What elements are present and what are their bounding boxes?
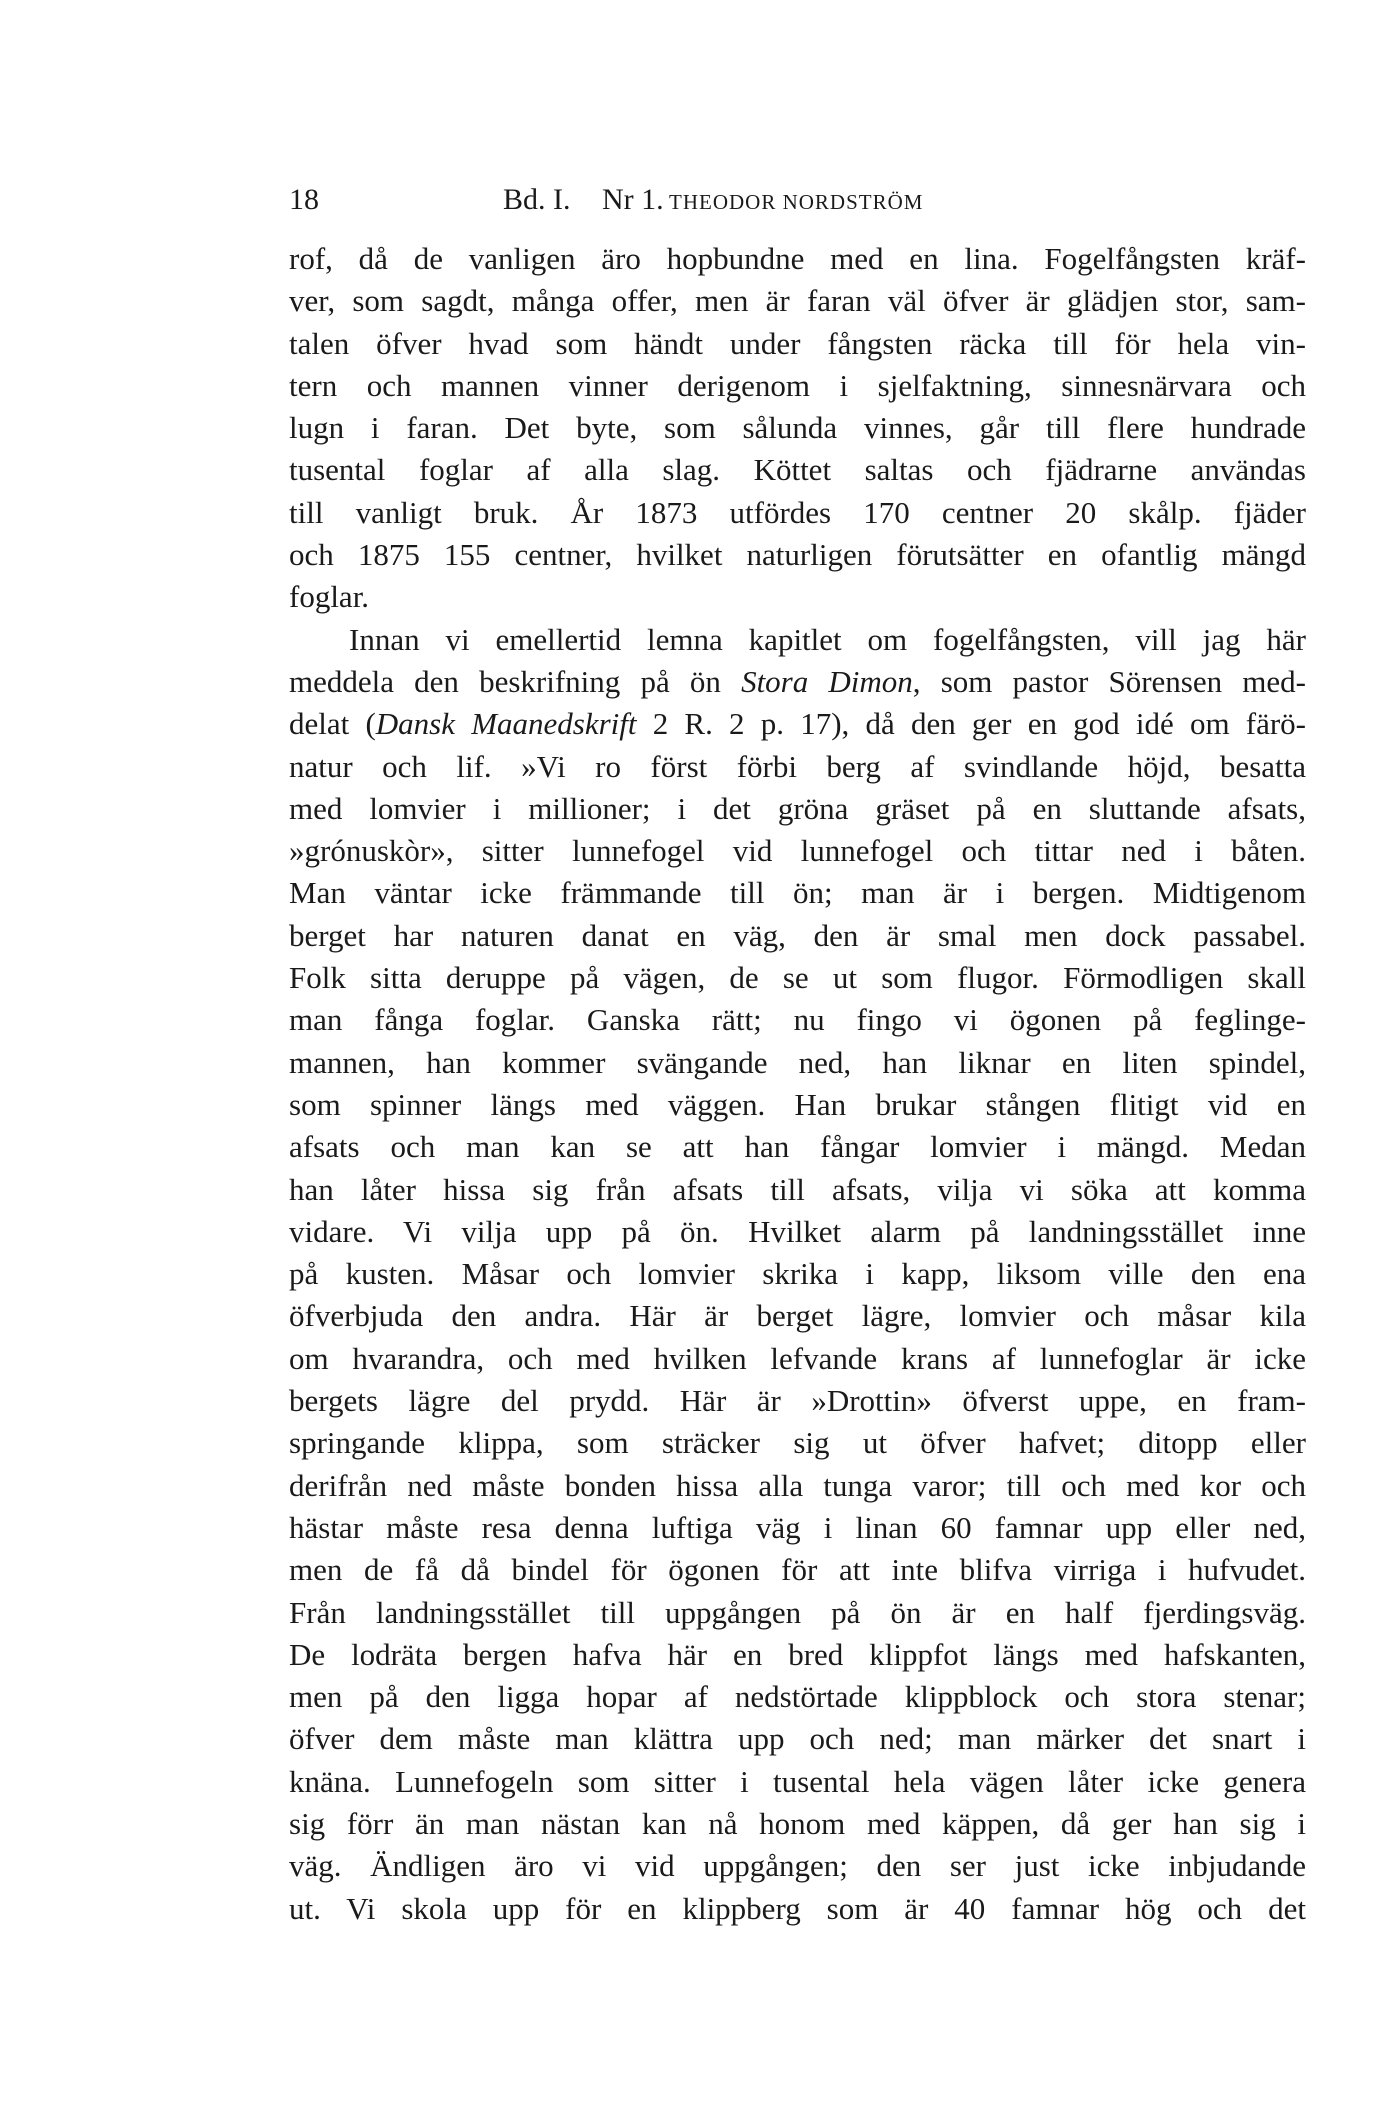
text-line: vidare. Vi vilja upp på ön. Hvilket alarm på landningsstället inne [289, 1213, 1306, 1249]
text-line: foglar. [289, 579, 370, 615]
volume-label: Bd. I. [503, 183, 571, 216]
publication-title: Dansk Maanedskrift [375, 706, 637, 742]
text-line: bergets lägre del prydd. Här är »Drottin» öfverst uppe, en fram- [289, 1383, 1306, 1419]
text-line: sig förr än man nästan kan nå honom med käppen, då ger han sig i [289, 1805, 1306, 1841]
text-line: om hvarandra, och med hvilken lefvande krans af lunnefoglar är icke [289, 1340, 1306, 1376]
body-text [289, 238, 1306, 1930]
text-line: med lomvier i millioner; i det gröna gräset på en sluttande afsats, [289, 790, 1306, 826]
text-line: han låter hissa sig från afsats till afsats, vilja vi söka att komma [289, 1171, 1306, 1207]
text-line [289, 703, 1306, 745]
page-number: 18 [289, 183, 319, 216]
text-line: natur och lif. »Vi ro först förbi berg af svindlande höjd, besatta [289, 748, 1306, 784]
text-segment: , som pastor Sörensen med- [912, 663, 1306, 699]
paragraph-2 [289, 619, 1306, 1930]
text-line: öfver dem måste man klättra upp och ned; man märker det snart i [289, 1721, 1306, 1757]
running-head [289, 178, 1306, 222]
text-line: tusental foglar af alla slag. Köttet saltas och fjädrarne användas [289, 452, 1306, 488]
text-line: derifrån ned måste bonden hissa alla tunga varor; till och med kor och [289, 1467, 1306, 1503]
text-line: talen öfver hvad som händt under fångsten räcka till för hela vin- [289, 325, 1306, 361]
text-segment: meddela den beskrifning på ön [289, 663, 742, 699]
text-segment: delat ( [289, 706, 376, 742]
text-line: väg. Ändligen äro vi vid uppgången; den ser just icke inbjudande [289, 1848, 1306, 1884]
text-line: tern och mannen vinner derigenom i sjelfaktning, sinnesnärvara och [289, 367, 1306, 403]
text-line: lugn i faran. Det byte, som sålunda vinnes, går till flere hundrade [289, 410, 1306, 446]
text-line: ver, som sagdt, många offer, men är faran väl öfver är glädjen stor, sam- [289, 283, 1306, 319]
text-line: men på den ligga hopar af nedstörtade klippblock och stora stenar; [289, 1679, 1306, 1715]
text-line: och 1875 155 centner, hvilket naturligen förutsätter en ofantlig mängd [289, 537, 1306, 573]
text-line: knäna. Lunnefogeln som sitter i tusental hela vägen låter icke genera [289, 1763, 1306, 1799]
text-line: Innan vi emellertid lemna kapitlet om fogelfångsten, vill jag här [349, 621, 1306, 657]
text-line: som spinner längs med väggen. Han brukar stången flitigt vid en [289, 1086, 1306, 1122]
author-name: THEODOR NORDSTRÖM [669, 190, 924, 214]
text-line: Man väntar icke främmande till ön; man är i bergen. Midtigenom [289, 875, 1306, 911]
text-line: men de få då bindel för ögonen för att inte blifva virriga i hufvudet. [289, 1552, 1306, 1588]
text-line: ut. Vi skola upp för en klippberg som är 40 famnar hög och det [289, 1890, 1306, 1926]
text-line: berget har naturen danat en väg, den är smal men dock passabel. [289, 917, 1306, 953]
text-line [289, 661, 1306, 703]
text-line: Folk sitta deruppe på vägen, de se ut som flugor. Förmodligen skall [289, 960, 1306, 996]
text-line: Från landningsstället till uppgången på ön är en half fjerdingsväg. [289, 1594, 1306, 1630]
text-line: mannen, han kommer svängande ned, han liknar en liten spindel, [289, 1044, 1306, 1080]
text-line: rof, då de vanligen äro hopbundne med en lina. Fogelfångsten kräf- [289, 241, 1306, 276]
text-line: De lodräta bergen hafva här en bred klippfot längs med hafskanten, [289, 1636, 1306, 1672]
text-segment: 2 R. 2 p. 17), då den ger en god idé om färö- [636, 706, 1306, 742]
paragraph-1 [289, 238, 1306, 619]
issue-label: Nr 1. [602, 183, 664, 216]
text-line: öfverbjuda den andra. Här är berget lägre, lomvier och måsar kila [289, 1298, 1306, 1334]
text-line: springande klippa, som sträcker sig ut öfver hafvet; ditopp eller [289, 1425, 1306, 1461]
text-line: afsats och man kan se att han fångar lomvier i mängd. Medan [289, 1129, 1306, 1165]
text-line: till vanligt bruk. År 1873 utfördes 170 centner 20 skålp. fjäder [289, 494, 1306, 530]
place-name: Stora Dimon [741, 663, 913, 699]
text-line: på kusten. Måsar och lomvier skrika i kapp, liksom ville den ena [289, 1256, 1306, 1292]
text-line: »grónuskòr», sitter lunnefogel vid lunnefogel och tittar ned i båten. [289, 833, 1306, 869]
text-line: hästar måste resa denna luftiga väg i linan 60 famnar upp eller ned, [289, 1509, 1306, 1545]
text-line: man fånga foglar. Ganska rätt; nu fingo vi ögonen på feglinge- [289, 1002, 1306, 1038]
